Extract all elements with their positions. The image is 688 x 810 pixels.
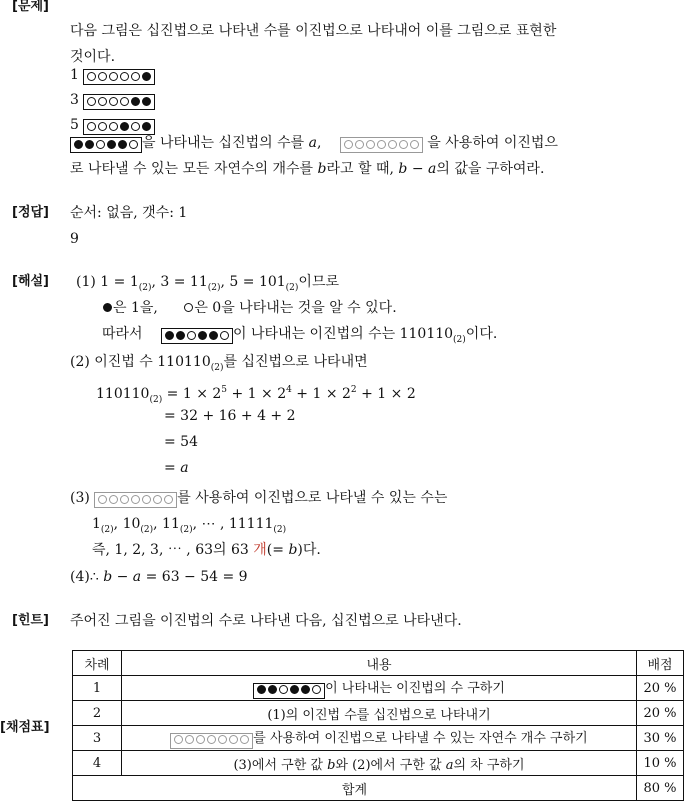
- answer-line-2: 9: [70, 231, 79, 247]
- example-number: 1: [70, 67, 79, 83]
- dot-box: [83, 69, 155, 85]
- solution-step-1-line-3: 따라서 이 나타내는 이진법의 수는 $110110_{(2)}$이다.: [102, 326, 498, 345]
- example-1: [70, 66, 155, 85]
- solution-eq-line-1: $110110_{(2)} = 1 \times 2^5 + 1 \times 2^4 + 1 \times 2^2 + 1 \times 2$: [96, 385, 416, 405]
- problem-line-2: 것이다.: [70, 49, 116, 65]
- dot-box: [253, 683, 325, 699]
- empty-dot-box: [94, 492, 177, 508]
- solution-step-4: (4)∴ b − a = 63 − 54 = 9: [70, 569, 248, 585]
- problem-question-line-2: 로 나타낼 수 있는 모든 자연수의 개수를 b라고 할 때, b − a의 값을 구하여라.: [70, 161, 545, 177]
- rubric-table: [72, 650, 684, 801]
- solution-step-3-line-2: $1_{(2)}$, $10_{(2)}$, $11_{(2)}$, ⋯ , $11111_{(2)}$: [92, 516, 287, 535]
- total-label: 합계: [73, 776, 637, 801]
- total-score: 80 %: [637, 776, 684, 801]
- empty-dot-icon: [184, 303, 193, 312]
- table-row: 1 이 나타내는 이진법의 수 구하기 20 %: [73, 676, 684, 701]
- problem-question-line-1: 을 나타내는 십진법의 수를 a, 을 사용하여 이진법으: [70, 134, 558, 153]
- dot-box: [83, 119, 155, 135]
- solution-label: [해설]: [12, 274, 49, 289]
- hint-text: 주어진 그림을 이진법의 수로 나타낸 다음, 십진법으로 나타낸다.: [70, 613, 462, 629]
- answer-line-1: 순서: 없음, 갯수: 1: [70, 205, 188, 221]
- dot-box: [70, 137, 142, 153]
- answer-label: [정답]: [12, 205, 49, 220]
- example-5: [70, 116, 155, 135]
- solution-step-2: (2) 이진법 수 $110110_{(2)}$를 십진법으로 나타내면: [70, 354, 368, 373]
- header-content: 내용: [122, 651, 637, 676]
- rubric-total-row: [73, 776, 684, 801]
- header-score: 배점: [637, 651, 684, 676]
- empty-dot-box: [340, 137, 423, 153]
- problem-line-1: 다음 그림은 십진법으로 나타낸 수를 이진법으로 나타내어 이를 그림으로 표현한: [70, 23, 557, 39]
- solution-eq-line-3: = 54: [164, 434, 198, 450]
- problem-label: [문제]: [12, 0, 49, 14]
- solution-step-1-line-2: 은 1을, 은 0을 나타내는 것을 알 수 있다.: [102, 299, 397, 317]
- table-row: 4 (3)에서 구한 값 b와 (2)에서 구한 값 a의 차 구하기 10 %: [73, 751, 684, 776]
- dot-box: [161, 328, 233, 344]
- header-order: 차례: [73, 651, 122, 676]
- table-row: 3 를 사용하여 이진법으로 나타낼 수 있는 자연수 개수 구하기 30 %: [73, 726, 684, 751]
- example-number: 5: [70, 117, 79, 133]
- solution-step-3: (3) 를 사용하여 이진법으로 나타낼 수 있는 수는: [70, 490, 448, 506]
- rubric-label: [채점표]: [0, 720, 50, 735]
- solution-step-3-line-3: 즉, 1, 2, 3, ⋯ , 63의 63 개(= b)다.: [92, 542, 321, 558]
- rubric-header-row: [73, 651, 684, 676]
- solution-eq-line-2: = 32 + 16 + 4 + 2: [164, 408, 296, 424]
- solution-eq-line-4: = a: [164, 460, 189, 476]
- example-number: 3: [70, 92, 79, 108]
- highlight-count: 개: [253, 542, 267, 558]
- empty-dot-box: [170, 733, 253, 749]
- hint-label: [힌트]: [12, 613, 49, 628]
- table-row: 2 (1)의 이진법 수를 십진법으로 나타내기 20 %: [73, 701, 684, 726]
- dot-box: [83, 94, 155, 110]
- solution-step-1: (1) $1 = 1_{(2)}$, $3 = 11_{(2)}$, $5 = 101_{(2)}$이므로: [76, 274, 339, 293]
- filled-dot-icon: [103, 303, 112, 312]
- example-3: [70, 91, 155, 110]
